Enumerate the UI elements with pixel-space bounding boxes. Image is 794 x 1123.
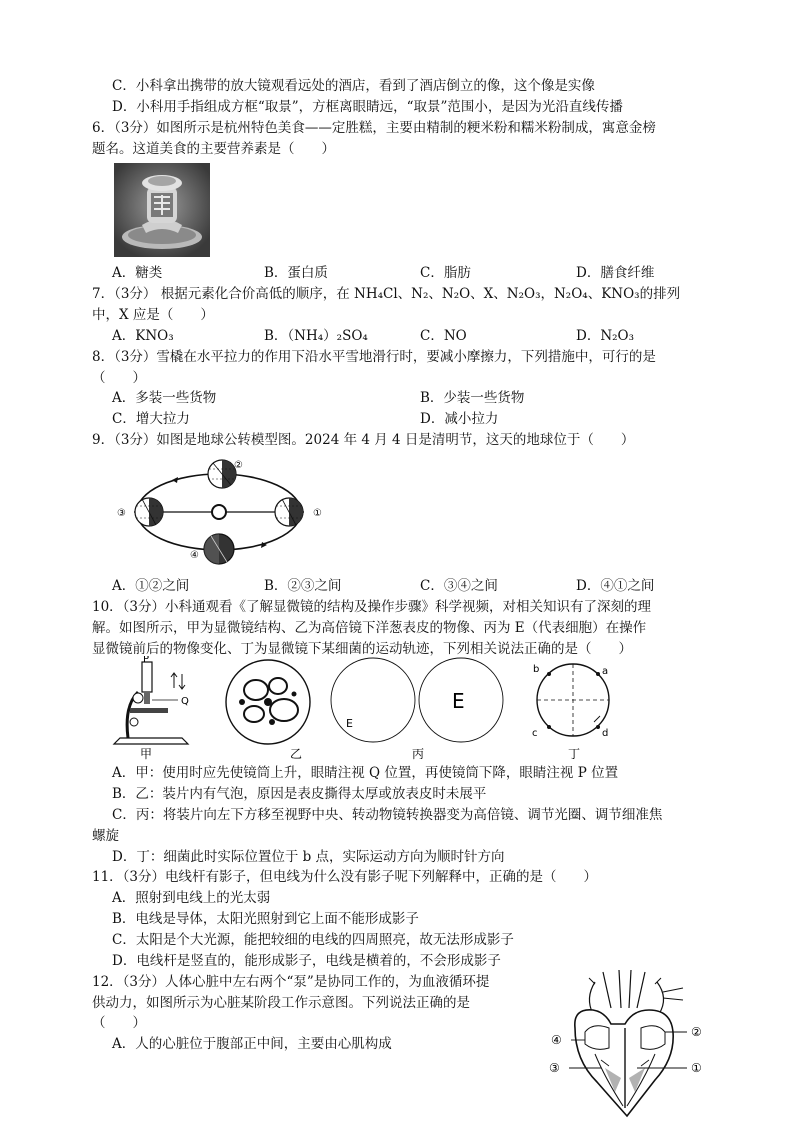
q8-option-a[interactable]: A．多装一些货物 [112,390,217,406]
heart-diagram [545,968,710,1122]
q10-option-c-line1[interactable]: C．丙：将装片向左下方移至视野中央、转动物镜转换器变为高倍镜、调节光圈、调节细准焦 [112,807,663,823]
q5-option-d: D．小科用手指组成方框“取景”，方框离眼睛远，“取景”范围小，是因为光沿直线传播 [112,99,623,115]
caption-yi: 乙 [290,747,303,761]
bacteria-track-view [532,664,609,739]
q11-option-d[interactable]: D．电线杆是竖直的，能形成影子，电线是横着的，不会形成影子 [112,953,501,969]
q12-stem-line2: 供动力，如图所示为心脏某阶段工作示意图。下列说法正确的是 [92,995,470,1011]
large-e-letter: E [452,689,465,713]
microscope-mark-q: Q [181,696,189,707]
q11-option-c[interactable]: C．太阳是个大光源，能把较细的电线的四周照亮，故无法形成影子 [112,932,514,948]
q11-stem: 11．（3分）电线杆有影子，但电线为什么没有影子呢下列解释中，正确的是（ ） [92,869,598,885]
q8-options-row2 [112,409,712,429]
q6-option-c[interactable]: C．脂肪 [420,265,471,281]
microscope-figure [108,656,628,768]
q7-stem-line1: 7．（3分） 根据元素化合价高低的顺序，在 NH₄Cl、N₂、N₂O、X、N₂O₃，N₂O₄、KNO₃的排列 [92,286,681,302]
q9-stem: 9．（3分）如图是地球公转模型图。2024 年 4 月 4 日是清明节，这天的地球位于（ ） [92,432,635,448]
caption-ding: 丁 [568,747,581,761]
microscope-mark-p: P [143,656,150,665]
q7-option-a[interactable]: A．KNO₃ [112,328,174,344]
track-point-c: c [532,728,538,739]
q10-stem-line1: 10．（3分）小科通观看《了解显微镜的结构及操作步骤》科学视频，对相关知识有了深刻的理 [92,599,652,615]
q9-options [112,576,712,596]
track-point-a: a [602,666,609,677]
q8-option-d[interactable]: D．减小拉力 [420,411,499,427]
q10-option-c-line2: 螺旋 [92,828,119,844]
heart-label-1: ① [691,1061,702,1075]
q6-stem-line1: 6．（3分）如图所示是杭州特色美食——定胜糕，主要由精制的粳米粉和糯米粉制成，寓意金榜 [92,120,656,136]
q10-option-d[interactable]: D．丁：细菌此时实际位置位于 b 点，实际运动方向为顺时针方向 [112,849,505,865]
q7-option-d[interactable]: D．N₂O₃ [576,328,635,344]
earth-position-1 [275,498,303,526]
q8-option-c[interactable]: C．增大拉力 [112,411,190,427]
q6-option-d[interactable]: D．膳食纤维 [576,265,655,281]
q9-option-a[interactable]: A．①②之间 [112,578,190,594]
track-point-b: b [533,664,540,675]
q12-option-a[interactable]: A．人的心脏位于腹部正中间，主要由心肌构成 [112,1036,392,1052]
q8-options-row1 [112,388,712,408]
q9-option-c[interactable]: C．③④之间 [420,578,498,594]
caption-jia: 甲 [140,747,153,761]
q7-option-b[interactable]: B．（NH₄）₂SO₄ [264,328,368,344]
orbit-label-2: ② [234,460,243,471]
q6-stem-line2: 题名。这道美食的主要营养素是（ ） [92,141,335,157]
q10-stem-line3: 显微镜前后的物像变化、丁为显微镜下某细菌的运动轨迹，下列相关说法正确的是（ ） [92,641,632,657]
bubble-view [226,660,310,744]
q8-stem-line2: （ ） [92,370,146,386]
q5-option-c: C．小科拿出携带的放大镜观看远处的酒店，看到了酒店倒立的像，这个像是实像 [112,78,595,94]
orbit-label-1: ① [313,508,322,519]
q8-stem-line1: 8．（3分）雪橇在水平拉力的作用下沿水平雪地滑行时，要减小摩擦力，下列措施中，可行的是 [92,349,656,365]
microscope-drawing [114,656,189,744]
q8-option-b[interactable]: B．少装一些货物 [420,390,525,406]
track-point-d: d [602,728,609,739]
earth-position-3 [135,498,163,526]
q9-option-b[interactable]: B．②③之间 [264,578,342,594]
q7-option-c[interactable]: C．NO [420,328,467,344]
orbit-label-4: ④ [190,550,199,561]
q11-option-b[interactable]: B．电线是导体，太阳光照射到它上面不能形成影子 [112,911,419,927]
q6-options [112,263,712,283]
earth-position-4 [204,534,234,564]
q12-stem-line1: 12．（3分）人体心脏中左右两个“泵”是协同工作的，为血液循环提 [92,974,490,990]
orbit-label-3: ③ [117,508,126,519]
q6-option-b[interactable]: B．蛋白质 [264,265,328,281]
heart-label-3: ③ [549,1061,560,1075]
heart-label-4: ④ [551,1033,562,1047]
q9-option-d[interactable]: D．④①之间 [576,578,655,594]
small-e-letter: E [346,717,353,730]
q7-options [112,326,712,346]
q6-option-a[interactable]: A．糖类 [112,265,163,281]
q10-option-b[interactable]: B．乙：装片内有气泡，原因是表皮撕得太厚或放表皮时未展平 [112,786,487,802]
heart-label-2: ② [691,1025,702,1039]
q11-option-a[interactable]: A．照射到电线上的光太弱 [112,890,271,906]
q10-stem-line2: 解。如图所示，甲为显微镜结构、乙为高倍镜下洋葱表皮的物像、丙为 E（代表细胞）在操作 [92,620,647,636]
earth-orbit-diagram [112,452,327,578]
dingsheng-cake-photo [114,163,210,261]
q7-stem-line2: 中，X 应是（ ） [92,307,214,323]
q10-option-a[interactable]: A．甲：使用时应先使镜筒上升，眼睛注视 Q 位置，再使镜筒下降，眼睛注视 P 位置 [112,765,619,781]
q12-stem-line3: （ ） [92,1015,146,1031]
caption-bing: 丙 [412,747,425,761]
earth-position-2 [208,460,236,488]
